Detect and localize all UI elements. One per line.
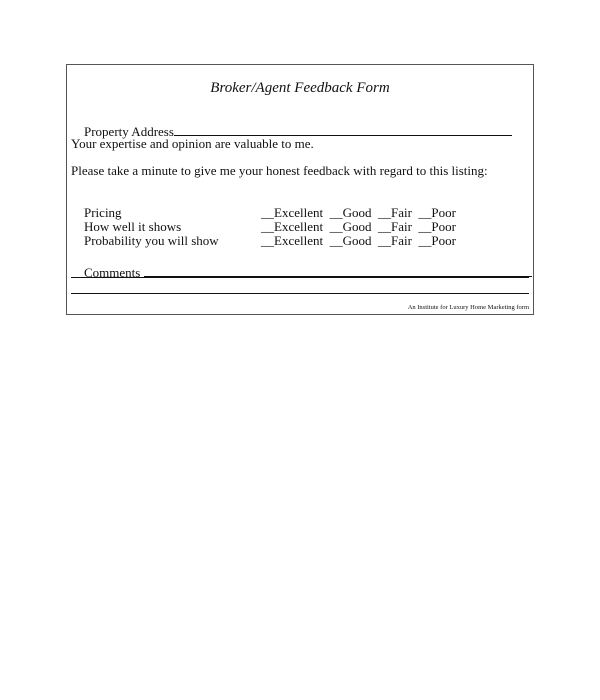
rating-options[interactable]: __Excellent __Good __Fair __Poor: [261, 219, 456, 234]
rating-label: Pricing: [84, 205, 122, 220]
feedback-form-card: [66, 64, 534, 315]
rating-label: How well it shows: [84, 219, 182, 234]
rating-options[interactable]: __Excellent __Good __Fair __Poor: [261, 233, 456, 248]
comments-field[interactable]: [144, 264, 532, 277]
rating-label: Probability you will show: [84, 233, 219, 248]
property-address-label: Property Address: [84, 124, 174, 139]
request-text: Please take a minute to give me your honest feedback with regard to this listing:: [71, 163, 488, 178]
intro-text: Your expertise and opinion are valuable to me.: [71, 136, 314, 151]
footer-credit: An Institute for Luxury Home Marketing form: [407, 304, 529, 311]
comments-row: [71, 250, 532, 294]
property-address-field[interactable]: [174, 123, 512, 136]
rating-options[interactable]: __Excellent __Good __Fair __Poor: [261, 205, 456, 220]
comments-line-2[interactable]: [71, 277, 529, 278]
comments-label: Comments: [84, 265, 141, 280]
comments-line-3[interactable]: [71, 293, 529, 294]
form-title: Broker/Agent Feedback Form: [210, 80, 390, 96]
